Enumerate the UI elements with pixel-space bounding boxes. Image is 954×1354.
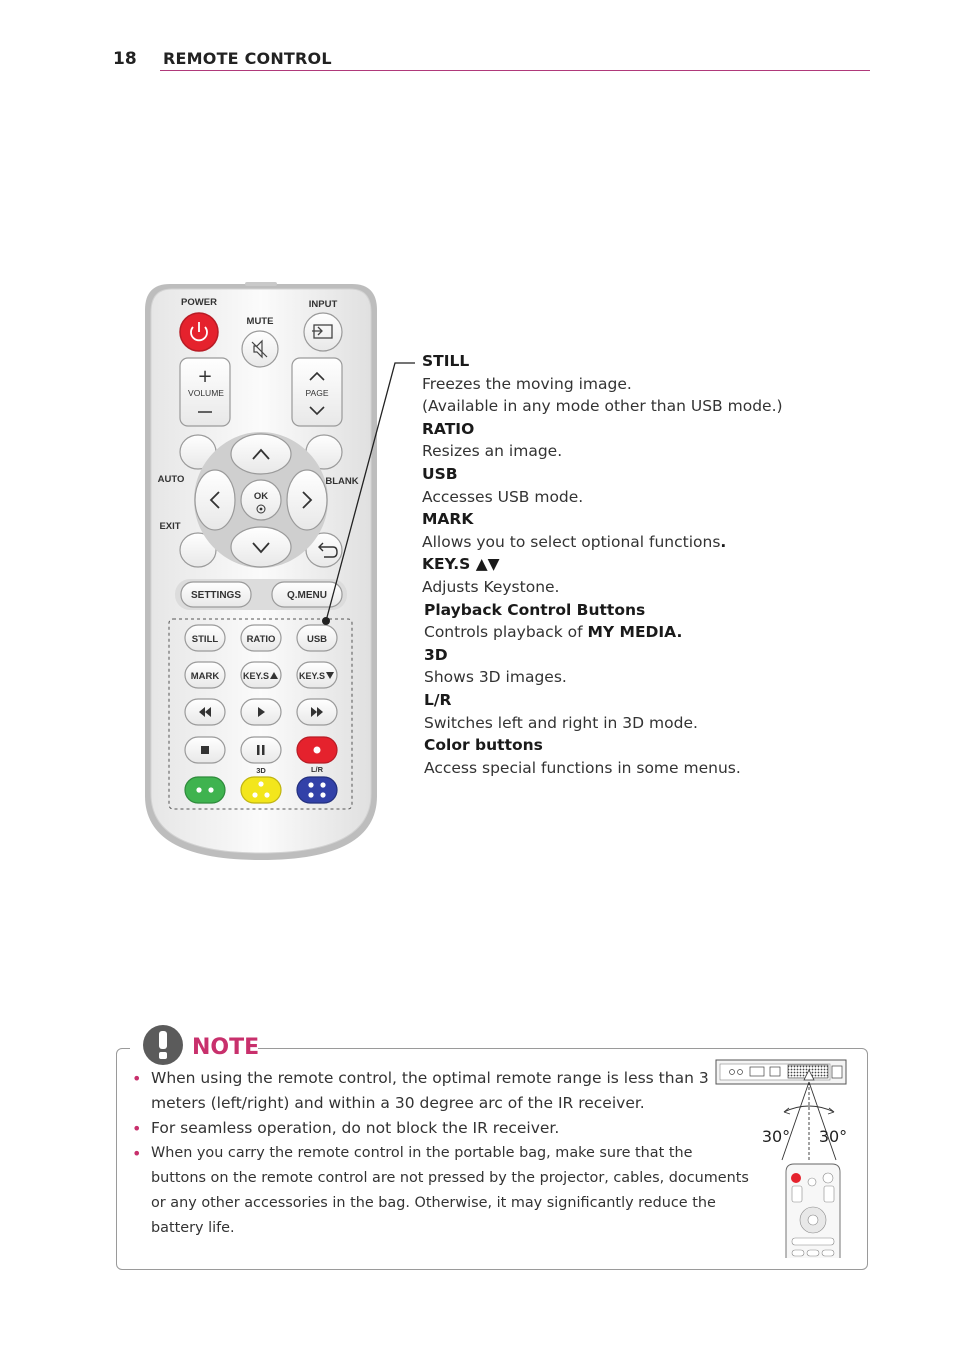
color-title: Color buttons <box>424 736 543 755</box>
still-text-2: (Available in any mode other than USB mode.) <box>422 397 783 416</box>
playback-text-bold: MY MEDIA. <box>587 623 683 642</box>
play-button[interactable] <box>241 699 281 725</box>
ratio-title: RATIO <box>422 419 475 438</box>
green-button[interactable] <box>185 777 225 803</box>
usb-text: Accesses USB mode. <box>422 487 584 506</box>
ratio-button[interactable] <box>241 625 281 651</box>
yellow-button[interactable] <box>241 777 281 803</box>
svg-text:KEY.S: KEY.S <box>242 671 270 681</box>
remote-range-diagram <box>712 1056 854 1258</box>
settings-button[interactable] <box>181 582 251 607</box>
nav-left-button[interactable] <box>195 470 235 530</box>
input-button[interactable] <box>304 313 342 351</box>
keys-text: Adjusts Keystone. <box>422 577 560 596</box>
svg-text:USB: USB <box>306 634 328 645</box>
power-label: POWER <box>181 297 217 308</box>
qmenu-button[interactable] <box>272 582 342 607</box>
note-item: • When you carry the remote control in the portable bag, make sure that the buttons on the remote control are not pressed by the projector, cables, documents or any other accessories in the bag. Otherwise, it may significantly reduce the battery life. <box>130 1141 750 1241</box>
blue-button[interactable] <box>297 777 337 803</box>
blank-label: BLANK <box>325 476 359 487</box>
nav-pad[interactable] <box>194 432 328 568</box>
rewind-button[interactable] <box>185 699 225 725</box>
playback-text: Controls playback of <box>424 623 588 642</box>
volume-label: VOLUME <box>188 388 224 398</box>
section-title: REMOTE CONTROL <box>163 49 332 68</box>
exclamation-icon-dot <box>159 1052 167 1059</box>
exit-label: EXIT <box>159 521 181 532</box>
angle-left-label: 30° <box>761 1127 791 1146</box>
note-item: • When using the remote control, the optimal remote range is less than 3 meters (left/right) and within a 30 degree arc of the IR receiver. <box>130 1066 750 1116</box>
keystone-up-button[interactable] <box>241 662 281 688</box>
color-text: Access special functions in some menus. <box>424 758 741 777</box>
input-label: INPUT <box>308 299 338 310</box>
still-text-1: Freezes the moving image. <box>422 374 632 393</box>
nav-up-button[interactable] <box>231 434 291 474</box>
record-button[interactable] <box>297 737 337 763</box>
record-icon <box>314 747 321 754</box>
nav-down-button[interactable] <box>231 527 291 567</box>
lr-text: Switches left and right in 3D mode. <box>424 713 698 732</box>
button-descriptions <box>422 350 902 779</box>
stop-icon <box>201 746 209 754</box>
exclamation-icon-bar <box>159 1031 167 1049</box>
mark-button[interactable] <box>185 662 225 688</box>
svg-text:RATIO: RATIO <box>246 634 276 645</box>
mark-period: . <box>720 532 727 551</box>
keystone-down-button[interactable] <box>297 662 337 688</box>
keys-title: KEY.S <box>422 555 471 574</box>
note-list <box>130 1066 750 1241</box>
playback-title: Playback Control Buttons <box>424 600 646 619</box>
3d-title: 3D <box>424 645 448 664</box>
mark-text: Allows you to select optional functions <box>422 532 721 551</box>
3d-label: 3D <box>256 766 266 775</box>
3d-text: Shows 3D images. <box>424 668 567 687</box>
mute-button[interactable] <box>242 331 278 367</box>
angle-right-label: 30° <box>818 1127 848 1146</box>
callout-dot <box>322 617 330 625</box>
mark-title: MARK <box>422 510 474 529</box>
auto-label: AUTO <box>157 474 185 485</box>
page-number: 18 <box>113 49 137 69</box>
still-button[interactable] <box>185 625 225 651</box>
keys-arrows: ▲▼ <box>475 555 500 574</box>
pause-icon <box>257 745 260 755</box>
pause-button[interactable] <box>241 737 281 763</box>
page-label: PAGE <box>305 388 329 398</box>
stop-button[interactable] <box>185 737 225 763</box>
playback-group <box>424 599 902 780</box>
usb-title: USB <box>422 464 458 483</box>
mini-remote-icon <box>786 1164 840 1258</box>
note-title: NOTE <box>192 1035 260 1060</box>
ok-label: OK <box>253 491 269 502</box>
page-rocker[interactable] <box>292 358 342 426</box>
still-title: STILL <box>422 352 470 370</box>
svg-text:MARK: MARK <box>190 671 220 682</box>
fast-forward-button[interactable] <box>297 699 337 725</box>
svg-text:KEY.S: KEY.S <box>298 671 326 681</box>
mark-text-line <box>422 531 902 554</box>
lr-label: L/R <box>310 765 324 774</box>
volume-rocker[interactable] <box>180 358 230 426</box>
nav-right-button[interactable] <box>287 470 327 530</box>
mute-label: MUTE <box>246 316 274 327</box>
svg-text:Q.MENU: Q.MENU <box>287 590 327 601</box>
svg-text:SETTINGS: SETTINGS <box>190 590 242 601</box>
ratio-text: Resizes an image. <box>422 442 563 461</box>
playback-text-line <box>424 621 902 644</box>
power-button[interactable] <box>180 313 218 351</box>
svg-text:+: + <box>197 366 213 387</box>
keys-title-line <box>422 553 902 576</box>
lr-title: L/R <box>424 690 452 709</box>
svg-text:STILL: STILL <box>191 634 219 645</box>
note-item: • For seamless operation, do not block the IR receiver. <box>130 1116 750 1141</box>
usb-button[interactable] <box>297 625 337 651</box>
